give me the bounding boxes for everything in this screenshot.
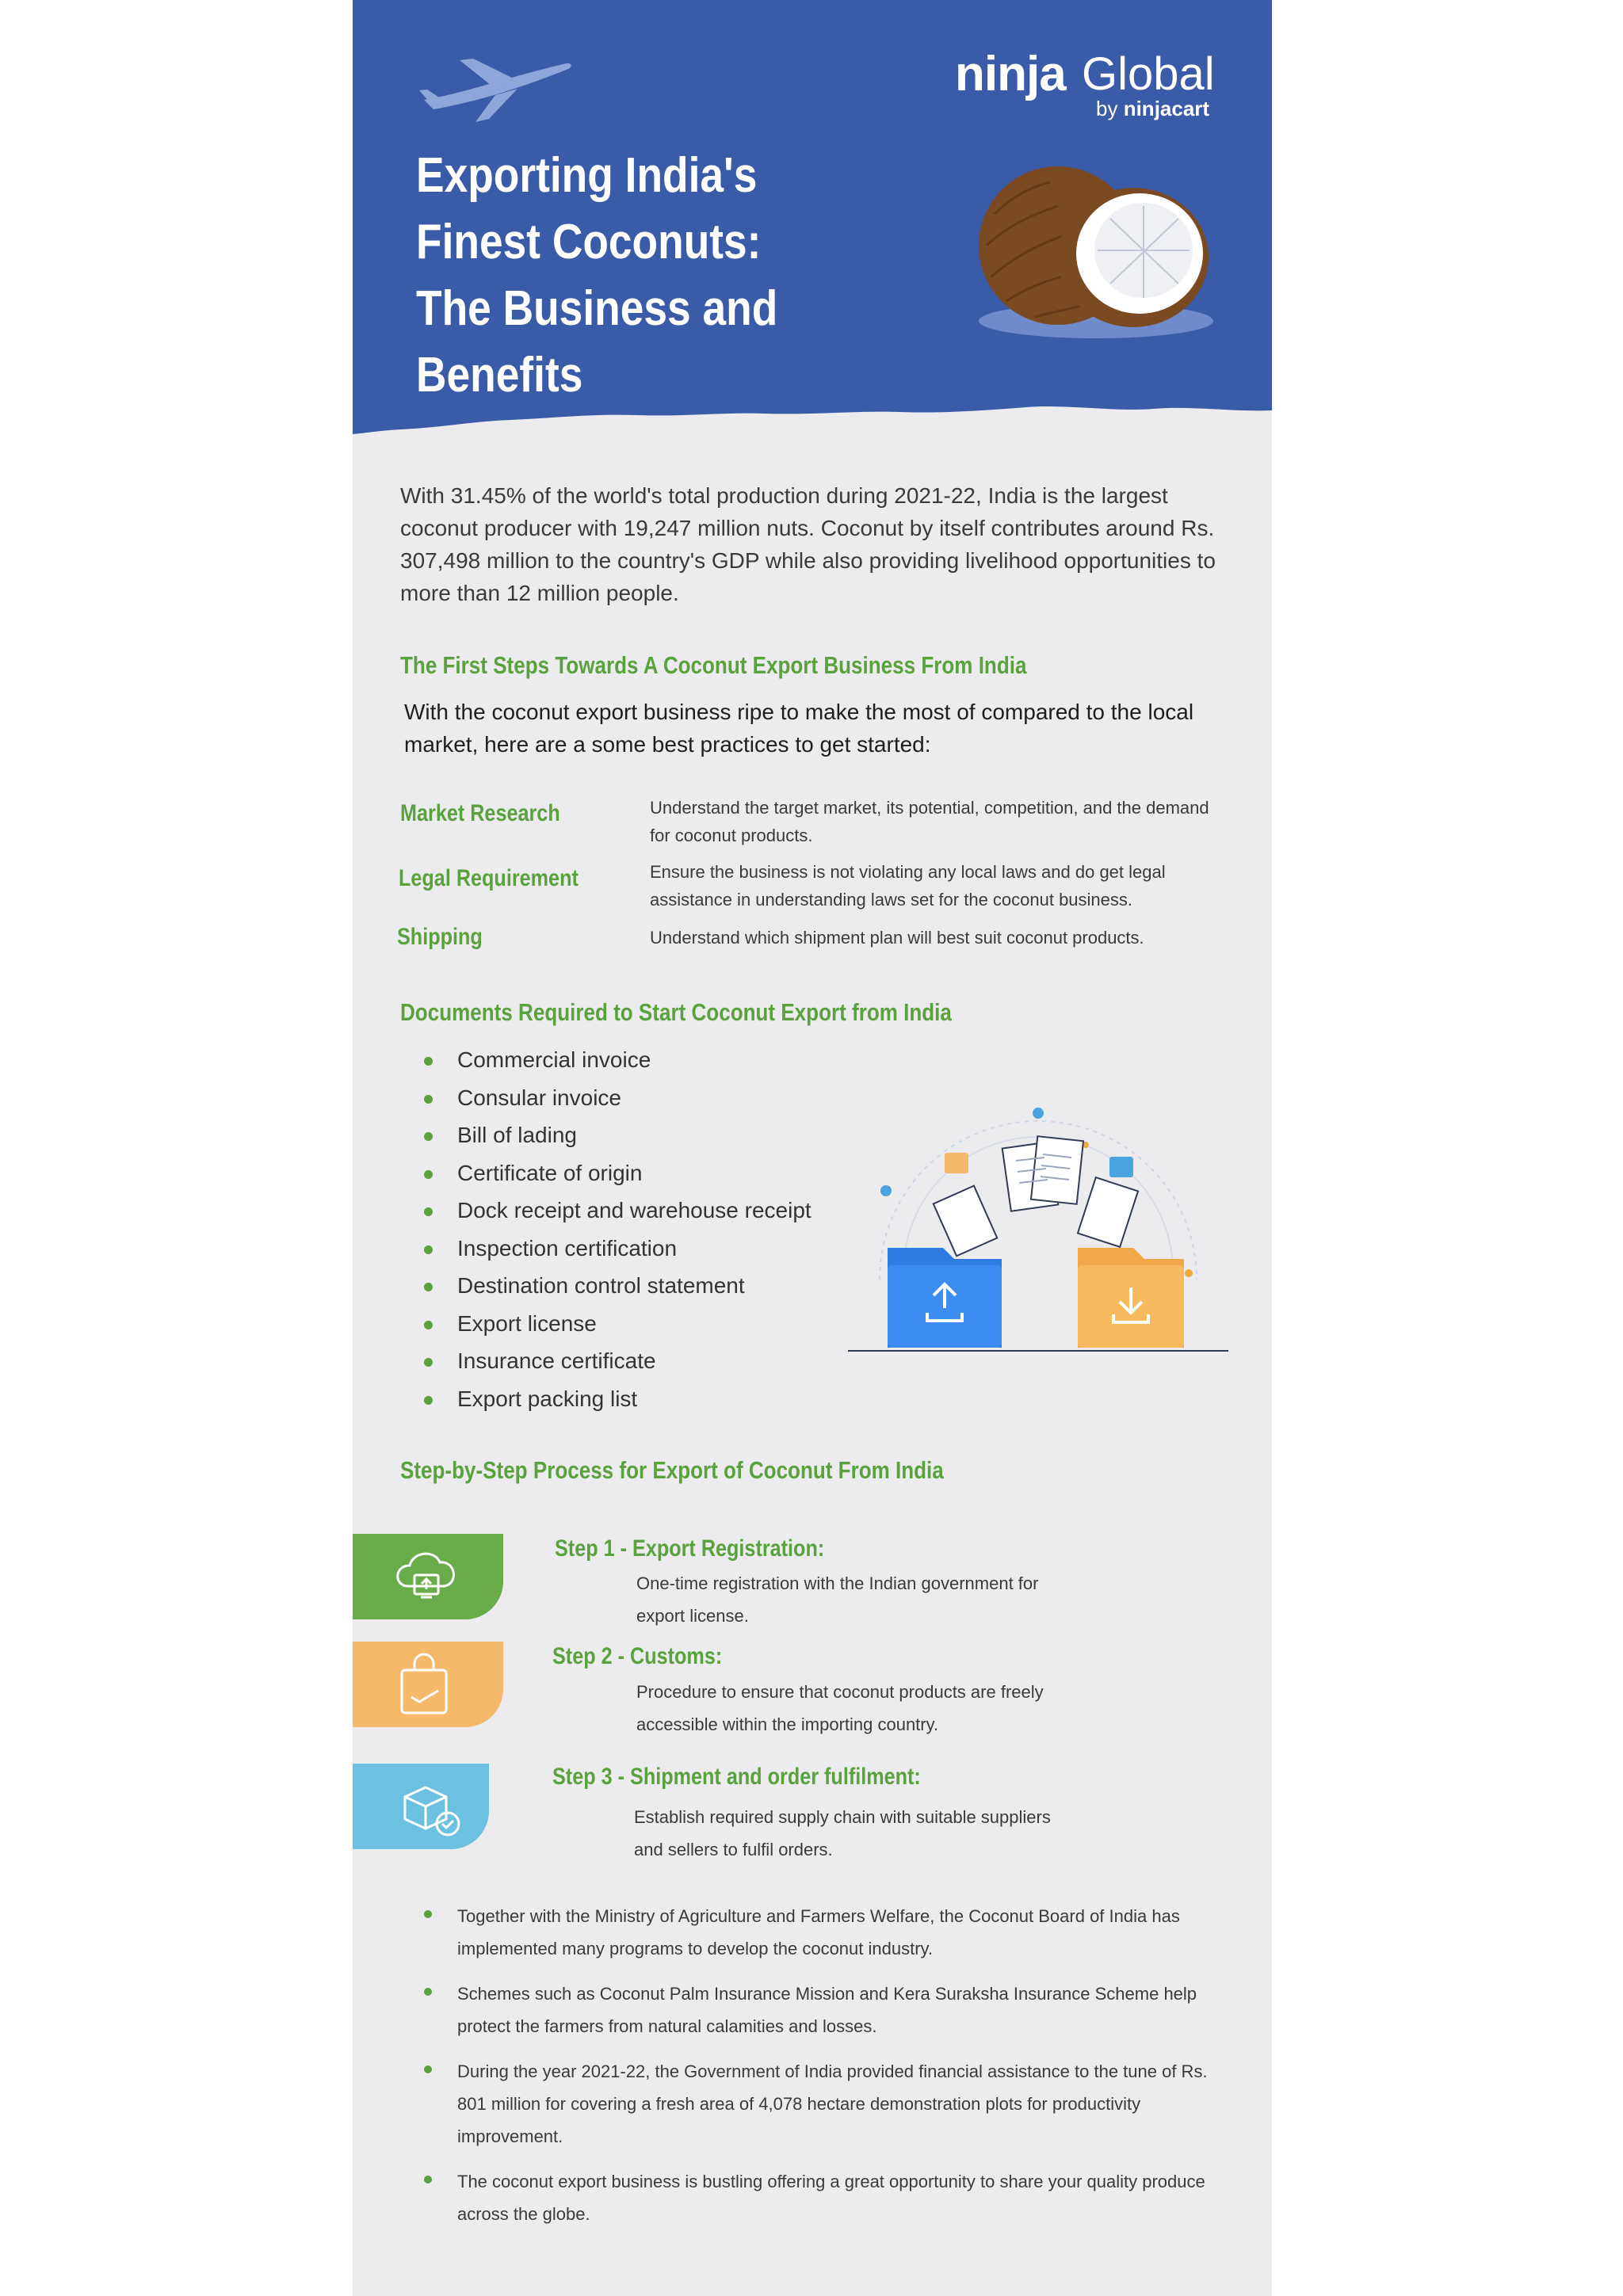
step-2-icon-tab (353, 1642, 507, 1727)
step-2-desc: Procedure to ensure that coconut products are freely accessible within the importing country. (636, 1682, 1044, 1734)
first-steps-lead: With the coconut export business ripe to make the most of compared to the local market, here are a some best practices to get started: (404, 700, 1194, 757)
first-steps-heading: The First Steps Towards A Coconut Export Business From India (400, 651, 1027, 679)
list-item: Together with the Ministry of Agriculture and Farmers Welfare, the Coconut Board of India has implemented many programs to develop the coconut industry. (424, 1900, 1216, 1965)
header-banner (353, 0, 1272, 444)
practice-title: Shipping (397, 924, 483, 950)
list-item: Bill of lading (424, 1119, 812, 1158)
step-3-desc: Establish required supply chain with suitable suppliers and sellers to fulfil orders. (634, 1807, 1051, 1859)
list-item: Consular invoice (424, 1082, 812, 1120)
list-item: Export packing list (424, 1383, 812, 1421)
list-item: Commercial invoice (424, 1044, 812, 1082)
intro-paragraph: With 31.45% of the world's total production during 2021-22, India is the largest coconut producer with 19,247 million nuts. Coconut by itself contributes around Rs. 307,498 million to the country's GDP while also providing livelihood opportunities to more than 12 million people. (400, 483, 1216, 605)
step-1-icon-tab (353, 1534, 507, 1619)
list-item: Inspection certification (424, 1233, 812, 1271)
documents-heading: Documents Required to Start Coconut Export from India (400, 998, 952, 1026)
step-1-title: Step 1 - Export Registration: (555, 1535, 825, 1562)
byline-brand: ninjacart (1123, 97, 1210, 120)
process-heading: Step-by-Step Process for Export of Coconut From India (400, 1456, 944, 1484)
practice-title: Legal Requirement (399, 865, 579, 891)
documents-folders-illustration (848, 1097, 1228, 1359)
coconut-illustration (971, 158, 1224, 349)
step-3-title: Step 3 - Shipment and order fulfilment: (552, 1764, 921, 1790)
list-item: Schemes such as Coconut Palm Insurance Mission and Kera Suraksha Insurance Scheme help protect the farmers from natural calamities and losses. (424, 1978, 1216, 2042)
brand-logo-sub: Global (1082, 48, 1215, 100)
practice-desc: Ensure the business is not violating any local laws and do get legal assistance in understanding laws set for the coconut business. (650, 862, 1166, 910)
infographic-page (353, 0, 1272, 2296)
step-1-desc: One-time registration with the Indian government for export license. (636, 1573, 1039, 1626)
step-2-title: Step 2 - Customs: (552, 1643, 723, 1669)
list-item: Destination control statement (424, 1270, 812, 1308)
list-item: Certificate of origin (424, 1158, 812, 1196)
facts-list (424, 1900, 1216, 2243)
page-title: Exporting India's Finest Coconuts: The Business and Benefits (416, 148, 778, 402)
airplane-icon (416, 54, 575, 125)
step-3-icon-tab (353, 1764, 495, 1849)
list-item: The coconut export business is bustling offering a great opportunity to share your quality produce across the globe. (424, 2165, 1216, 2230)
practice-desc: Understand which shipment plan will best suit coconut products. (650, 928, 1144, 948)
list-item: Dock receipt and warehouse receipt (424, 1195, 812, 1233)
brand-logo-main: ninja (955, 47, 1066, 101)
list-item: Insurance certificate (424, 1345, 812, 1383)
list-item: Export license (424, 1308, 812, 1346)
byline-prefix: by (1096, 97, 1118, 120)
practice-desc: Understand the target market, its potential, competition, and the demand for coconut products. (650, 798, 1209, 845)
documents-list (424, 1044, 812, 1421)
practice-title: Market Research (400, 800, 560, 826)
brand-byline (1096, 97, 1209, 121)
list-item: During the year 2021-22, the Government of India provided financial assistance to the tune of Rs. 801 million for covering a fresh area of 4,078 hectare demonstration plots for productivity improvement. (424, 2055, 1216, 2153)
